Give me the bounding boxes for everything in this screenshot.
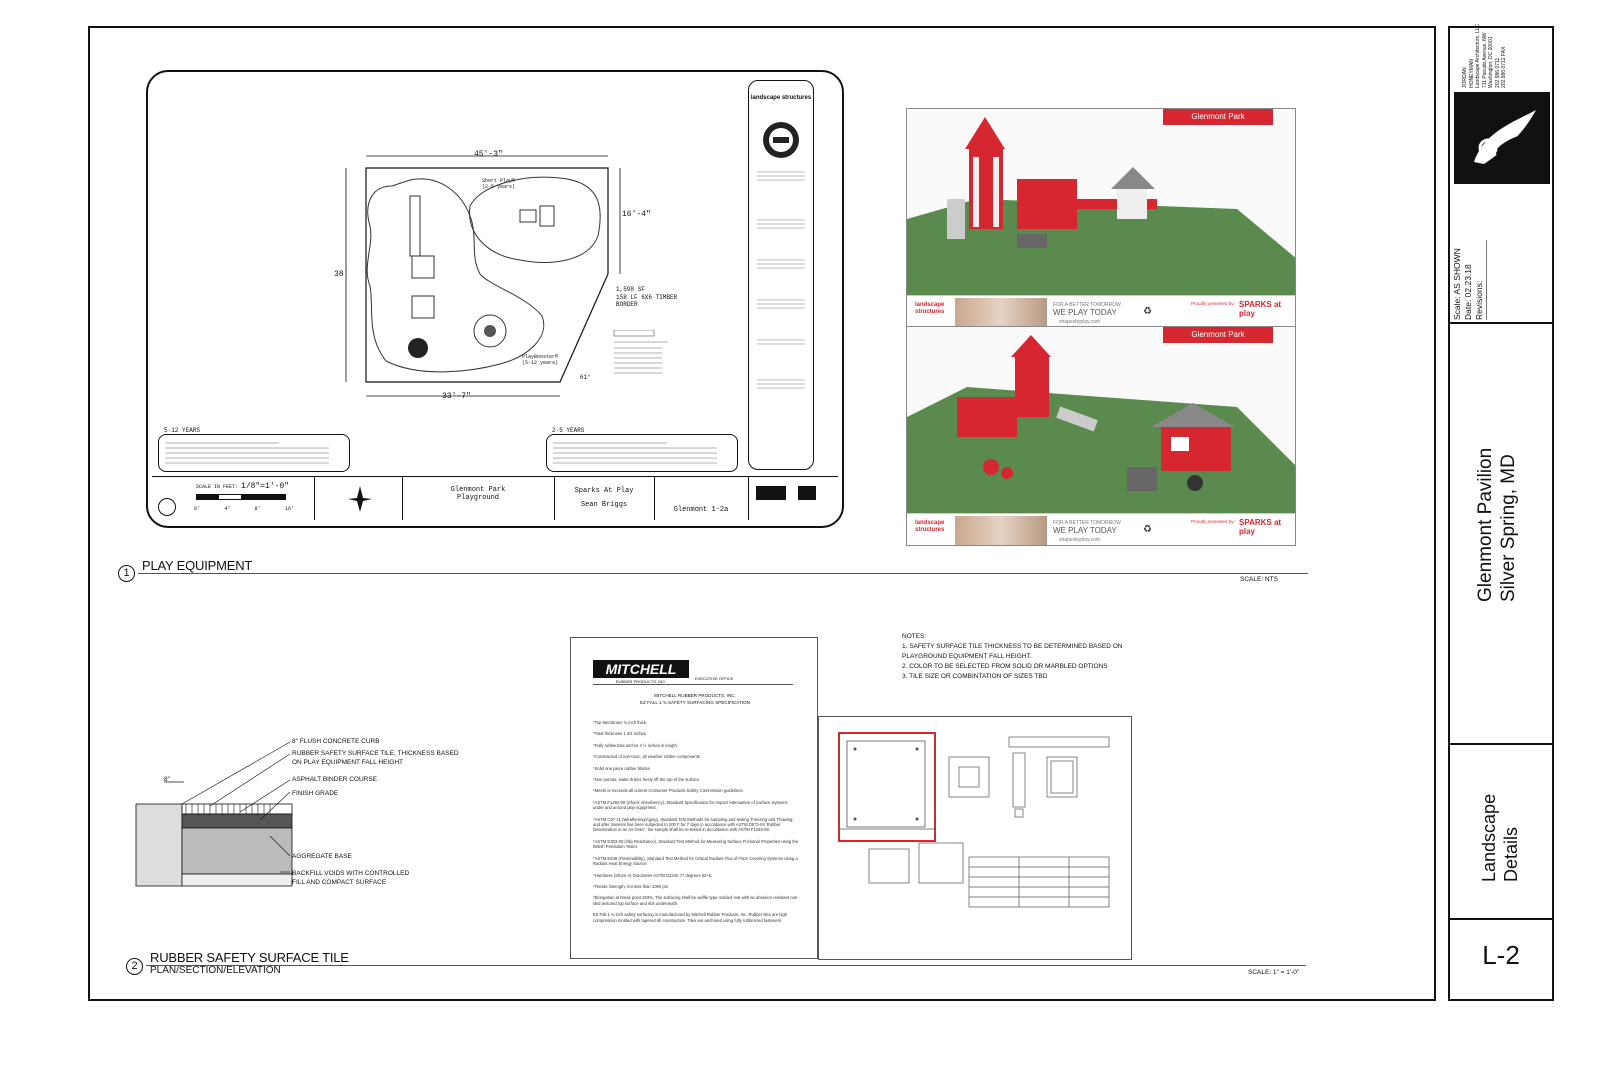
dim-right: 16'-4"	[622, 210, 651, 219]
render-panel-2	[906, 326, 1296, 546]
scale-tick: 0'	[194, 506, 201, 512]
scale-bar	[196, 494, 286, 500]
firm-city: Washington, DC 20001	[1488, 36, 1494, 88]
title-block-divider	[1448, 743, 1554, 745]
zone-label-short-play: Short Play® (2-5 years)	[482, 178, 516, 190]
dim-top: 45'-3"	[474, 150, 503, 159]
note-line: 2. COLOR TO BE SELECTED FROM SOLID OR MARBLED OPTIONS	[902, 663, 1108, 670]
rep-name: Sean Briggs	[580, 501, 628, 509]
title-block-divider	[1448, 918, 1554, 920]
firm-fax: 202.986.0712 FAX	[1501, 46, 1507, 88]
footer-divider	[748, 476, 749, 520]
spec-item: *Solid one piece rubber blocks.	[593, 765, 651, 771]
render-footer	[907, 295, 1296, 328]
label-aggregate-base: AGGREGATE BASE	[292, 853, 352, 860]
zone-label-playbooster: PlayBooster® (5-12 years)	[522, 354, 559, 366]
mitchell-spec-sheet	[570, 637, 818, 959]
title-block-divider	[1448, 322, 1554, 324]
render-partner: SPARKS at play	[1239, 300, 1282, 318]
recycle-icon: ♻	[1143, 306, 1152, 317]
spec-item: *Tensile Strength, not less than 1090 psi.	[593, 883, 669, 889]
spec-item: EZ Fall 1 ¾ inch safety surfacing is manufactured by Mitchell Rubber Products, Inc. Rubber tiles are high compression molded with tapered rib construction. Tiles are anchored using fully rubberized fasteners.	[593, 912, 788, 923]
project-title	[1474, 448, 1520, 602]
scale-in-feet	[196, 482, 289, 491]
scale-tick: 16'	[284, 506, 294, 512]
playground-render-2	[907, 327, 1296, 517]
footer-divider	[314, 476, 315, 520]
spec-item: *Top Membrane ¾ inch thick.	[593, 720, 647, 725]
dim-left: 38'	[334, 270, 349, 279]
mitchell-rule	[593, 684, 793, 685]
age-2-5-label: 2-5 YEARS	[552, 427, 585, 434]
notes-block	[902, 632, 1142, 682]
rep-block	[554, 484, 654, 512]
playground-render-1	[907, 109, 1296, 299]
sheet-title-line-2: Details	[1501, 826, 1521, 882]
render-url: shapesbyplay.com	[1059, 537, 1101, 543]
render-header: Glenmont Park	[1163, 327, 1273, 343]
section-2-scale: SCALE: 1" = 1'-0"	[1248, 969, 1300, 976]
plan-sheet-sidebar	[748, 80, 814, 470]
date-text: Date: 02.23.18	[1463, 264, 1473, 320]
render-footer	[907, 513, 1296, 546]
note-line: 3. TILE SIZE OR COMBINTATION OF SIZES TBD	[902, 673, 1048, 680]
spec-item: *Elongation at break point 283%. The surfacing shall be waffle-type molded mat with an abrasion resistant non-skid textured top surface and ribs underneath.	[593, 895, 799, 906]
project-location: Silver Spring, MD	[1498, 454, 1519, 602]
spec-item: *ASTM E303-93 (Slip Resistance), Standard Test Method for Measuring Surface Frictional Properties using the British Pendulum Tester.	[593, 838, 799, 850]
spec-item: *ASTM F1292-09 (Shock Absorbency), Standard Specification for Impact Attenuation of Surface Systems under and around play equipment.	[593, 799, 788, 811]
firm-address: 711 Pseudo Avenue, NW	[1481, 32, 1488, 88]
plan-drawing	[330, 146, 630, 411]
section-1-title: PLAY EQUIPMENT	[142, 558, 253, 573]
drawing-number: Glenmont 1-2a	[673, 506, 729, 514]
firm-info	[1462, 24, 1508, 88]
spec-item: *ASTM C67-11 (Weathering/Aging), Standard Test Methods for sampling and testing 'Freezing and Thawing', and after material has been subjected to 200 F for 7 days in accordance with ASTM D573-04 'Rubber Deterioration in an Air Oven', the sample shall be re-tested in accordance with ASTM F1292-09.	[593, 816, 795, 833]
firm-name-2: HONEYMAN	[1468, 59, 1475, 88]
note-line: 1. SAFETY SURFACE TILE THICKNESS TO BE DETERMINED BASED ON	[902, 643, 1123, 650]
spec-item: *Non porous, water drains freely off the top of the surface.	[593, 777, 701, 783]
label-rubber-tile: RUBBER SAFETY SURFACE TILE, THICKNESS BASED	[292, 750, 459, 757]
label-finish-grade: FINISH GRADE	[292, 790, 339, 797]
certified-badge-and-notes	[749, 110, 813, 410]
dim-angle: 61°	[580, 374, 591, 381]
section-1-number: 1	[118, 565, 135, 582]
project-name-line-1: Glenmont Park	[450, 486, 506, 494]
mitchell-logo-sub: RUBBER PRODUCTS, INC.	[615, 679, 667, 684]
age-5-12-table	[158, 434, 350, 472]
mitchell-company: MITCHELL RUBBER PRODUCTS, INC.	[654, 693, 736, 698]
mitchell-spec-list	[593, 720, 799, 923]
render-partner: SPARKS at play	[1239, 518, 1282, 536]
footer-logo-2	[798, 486, 816, 500]
scale-text: Scale: AS SHOWN	[1452, 248, 1462, 320]
component-legend	[612, 330, 672, 378]
dim-width-8in: 8"	[164, 776, 170, 783]
map-circle	[158, 498, 176, 516]
notes-heading: NOTES:	[902, 633, 927, 640]
brand-logo: landscape structures	[750, 95, 812, 101]
spec-item: *Meets or exceeds all current Consumer Products Safety Commission guidelines.	[593, 788, 744, 794]
render-tagline-1: FOR A BETTER TOMORROW	[1053, 302, 1121, 308]
section-1-scale: SCALE: NTS	[1240, 576, 1278, 583]
age-2-5-table	[546, 434, 738, 472]
mitchell-office: EXECUTIVE OFFICE	[695, 676, 734, 681]
title-block-meta	[1452, 248, 1485, 320]
render-brand: landscape structures	[915, 520, 945, 533]
mitchell-logo: MITCHELL	[593, 660, 689, 678]
footer-logo-1	[756, 486, 786, 500]
label-rubber-tile-2: ON PLAY EQUIPMENT FALL HEIGHT	[292, 759, 404, 766]
label-backfill: BACKFILL VOIDS WITH CONTROLLED	[292, 870, 410, 877]
section-2-title: RUBBER SAFETY SURFACE TILE	[150, 950, 349, 965]
scale-tick: 4'	[224, 506, 231, 512]
section-2-rule	[146, 965, 1306, 966]
leader-lines	[180, 740, 295, 895]
mitchell-spec-title: EZ FALL 1 ¾ SAFETY SURFACING SPECIFICATION	[640, 700, 750, 705]
scale-ticks	[194, 506, 294, 512]
border-label: 158 LF 6X6 TIMBER BORDER	[616, 294, 678, 308]
render-photo-strip	[955, 298, 1047, 328]
revisions-text: Revisions:	[1474, 280, 1484, 320]
revisions-box	[1486, 240, 1553, 320]
scale-value: 1/8"=1'-0"	[241, 482, 290, 491]
rep-company: Sparks At Play	[574, 487, 634, 495]
scale-tick: 8'	[254, 506, 261, 512]
dim-bottom: 33'-7"	[442, 392, 471, 401]
scale-label: SCALE IN FEET:	[196, 484, 239, 490]
label-concrete-curb: 8" FLUSH CONCRETE CURB	[292, 738, 380, 745]
render-photo-strip	[955, 516, 1047, 546]
render-header: Glenmont Park	[1163, 109, 1273, 125]
render-brand: landscape structures	[915, 302, 945, 315]
area-label: 1,598 SF	[616, 286, 645, 293]
firm-desc: Landscape Architecture, LLC	[1475, 23, 1481, 88]
sheet-title	[1478, 794, 1522, 882]
render-presented-by: Proudly presented by:	[1191, 301, 1235, 306]
spec-item: *Fully rubberized anchor 4 ½ inches in length.	[593, 742, 678, 748]
firm-name-1: JORDAN	[1462, 67, 1468, 88]
spec-item: *Constructed of non-toxic, all weather rubber components.	[593, 754, 702, 760]
north-arrow-icon	[346, 484, 374, 519]
age-5-12-label: 5-12 YEARS	[164, 427, 201, 434]
spec-item: *Hardness (Shore A) Durometer ASTM D2240 77 degrees 62+5.	[593, 872, 713, 878]
project-name-block	[402, 486, 554, 502]
spec-item: *ASTM E648 (Flammability), Standard Test Method for Critical Radiant Flux of Floor Covering Systems using a Radiant Heat Energy Source.	[593, 855, 798, 867]
section-2-subtitle: PLAN/SECTION/ELEVATION	[150, 965, 281, 976]
render-url: shapesbyplay.com	[1059, 319, 1101, 325]
render-tagline-2: WE PLAY TODAY	[1053, 308, 1117, 317]
render-presented-by: Proudly presented by:	[1191, 519, 1235, 524]
firm-logo	[1454, 92, 1550, 184]
project-name: Glenmont Pavilion	[1475, 447, 1496, 602]
sheet-title-line-1: Landscape	[1479, 793, 1499, 882]
render-panel-1	[906, 108, 1296, 328]
recycle-icon: ♻	[1143, 524, 1152, 535]
render-tagline-1: FOR A BETTER TOMORROW	[1053, 520, 1121, 526]
label-backfill-2: FILL AND COMPACT SURFACE	[292, 879, 387, 886]
section-2-number: 2	[126, 958, 143, 975]
section-1-rule	[138, 573, 1308, 574]
project-name-line-2: Playground	[456, 494, 499, 502]
spec-item: *Total thickness 1 3/4 inches.	[593, 731, 648, 737]
label-asphalt-binder: ASPHALT BINDER COURSE	[292, 776, 378, 783]
render-tagline-2: WE PLAY TODAY	[1053, 526, 1117, 535]
sheet-number: L-2	[1482, 940, 1520, 970]
tile-plan-drawing	[818, 716, 1132, 960]
firm-phone: 202.986.0711	[1494, 57, 1501, 88]
note-line: PLAYGROUND EQUIPMENT FALL HEIGHT.	[902, 653, 1032, 660]
